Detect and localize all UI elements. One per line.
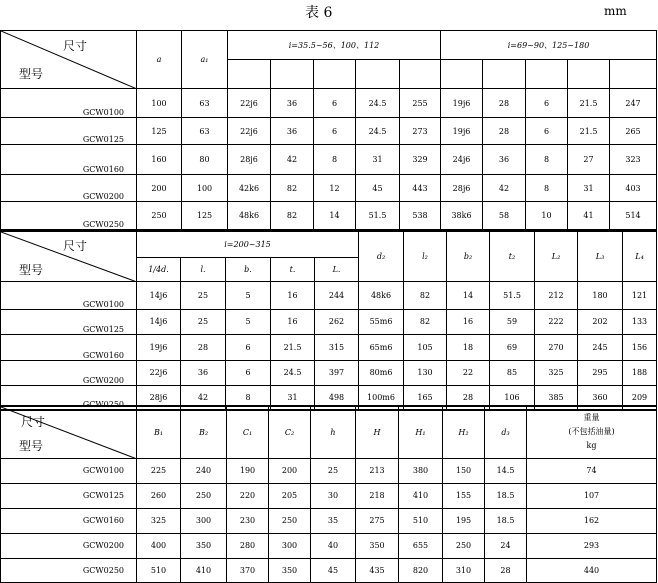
value-cell: 121 (623, 281, 657, 309)
model-cell: GCW0250 (1, 385, 137, 410)
value-cell: 65m6 (359, 334, 404, 360)
weight-line-2: (不包括油量) (568, 427, 615, 437)
value-cell: 22 (447, 360, 490, 385)
value-cell: 85 (490, 360, 535, 385)
model-label: 型号 (19, 439, 44, 453)
corner-header (1, 406, 137, 458)
value-cell: 31 (271, 385, 315, 410)
model-cell: GCW0100 (1, 458, 137, 483)
header-h: h (311, 406, 356, 458)
model-cell: GCW0160 (1, 145, 137, 175)
value-cell: 820 (399, 558, 443, 582)
value-cell: 82 (271, 175, 314, 202)
model-cell: GCW0200 (1, 533, 137, 558)
subheader-cell (314, 60, 356, 89)
subheader-cell (526, 60, 568, 89)
value-cell: 270 (535, 334, 578, 360)
subheader-cell (568, 60, 610, 89)
subheader-cell (271, 60, 314, 89)
value-cell: 370 (227, 558, 269, 582)
value-cell: 51.5 (490, 281, 535, 309)
subheader-3: b. (226, 257, 271, 281)
value-cell: 5 (226, 281, 271, 309)
value-cell: 24j6 (441, 145, 483, 175)
value-cell: 82 (271, 202, 314, 230)
value-cell: 6 (314, 89, 356, 118)
model-cell: GCW0250 (1, 202, 137, 230)
value-cell: 21.5 (568, 89, 610, 118)
subheader-cell (483, 60, 526, 89)
value-cell: 435 (356, 558, 399, 582)
value-cell: 14 (314, 202, 356, 230)
value-cell: 245 (578, 334, 623, 360)
subheader-2: l. (181, 257, 226, 281)
value-cell: 31 (568, 175, 610, 202)
value-cell: 38k6 (441, 202, 483, 230)
value-cell: 16 (271, 309, 315, 334)
value-cell: 160 (137, 145, 182, 175)
header-a1: a₁ (182, 31, 228, 89)
table-row (1, 118, 657, 145)
value-cell: 16 (447, 309, 490, 334)
table-row (1, 360, 657, 385)
value-cell: 28j6 (441, 175, 483, 202)
value-cell: 69 (490, 334, 535, 360)
value-cell: 30 (311, 483, 356, 508)
value-cell: 31 (356, 145, 400, 175)
subheader-1: 1/4d. (137, 257, 181, 281)
value-cell: 5 (226, 309, 271, 334)
value-cell: 36 (271, 89, 314, 118)
value-cell: 6 (526, 89, 568, 118)
value-cell: 8 (226, 385, 271, 410)
table-3-body (1, 458, 657, 582)
value-cell: 24.5 (356, 89, 400, 118)
subheader-5: L. (315, 257, 359, 281)
value-cell: 19j6 (441, 89, 483, 118)
value-cell: 8 (526, 175, 568, 202)
table-2 (0, 230, 657, 411)
value-cell: 212 (535, 281, 578, 309)
model-cell: GCW0200 (1, 360, 137, 385)
value-cell: 14j6 (137, 309, 181, 334)
header-L3: L₃ (578, 231, 623, 281)
value-cell: 28j6 (137, 385, 181, 410)
value-cell: 213 (356, 458, 399, 483)
value-cell: 150 (443, 458, 485, 483)
subheader-cell (610, 60, 657, 89)
value-cell: 35 (311, 508, 356, 533)
value-cell: 350 (269, 558, 311, 582)
header-group-2: i=69~90、125~180 (441, 31, 657, 60)
value-cell: 209 (623, 385, 657, 410)
subheader-cell (228, 60, 271, 89)
header-d2: d₂ (359, 231, 404, 281)
value-cell: 42k6 (228, 175, 271, 202)
header-H1: H₁ (399, 406, 443, 458)
title-bar (0, 2, 658, 24)
header-B2: B₂ (181, 406, 227, 458)
value-cell: 12 (314, 175, 356, 202)
value-cell: 48k6 (359, 281, 404, 309)
value-cell: 265 (610, 118, 657, 145)
value-cell: 360 (578, 385, 623, 410)
header-group-1: i=35.5~56、100、112 (228, 31, 441, 60)
header-b2: b₂ (447, 231, 490, 281)
value-cell: 400 (137, 533, 181, 558)
value-cell: 250 (443, 533, 485, 558)
model-label: 型号 (19, 263, 44, 277)
value-cell: 280 (227, 533, 269, 558)
weight-line-1: 重量 (583, 413, 600, 423)
value-cell: 165 (404, 385, 447, 410)
subheader-cell (400, 60, 441, 89)
table-row (1, 334, 657, 360)
value-cell: 6 (226, 360, 271, 385)
value-cell: 188 (623, 360, 657, 385)
header-H: H (356, 406, 399, 458)
value-cell: 82 (404, 281, 447, 309)
value-cell: 156 (623, 334, 657, 360)
value-cell: 22j6 (228, 118, 271, 145)
table-row (1, 89, 657, 118)
value-cell: 106 (490, 385, 535, 410)
value-cell: 100 (137, 89, 182, 118)
value-cell: 100 (182, 175, 228, 202)
value-cell: 28j6 (228, 145, 271, 175)
table-row (1, 175, 657, 202)
table-row (1, 309, 657, 334)
value-cell: 443 (400, 175, 441, 202)
value-cell: 514 (610, 202, 657, 230)
value-cell: 28 (483, 89, 526, 118)
value-cell: 6 (314, 118, 356, 145)
corner-header (1, 231, 137, 281)
subheader-cell (356, 60, 400, 89)
header-C1: C₁ (227, 406, 269, 458)
header-weight (527, 406, 657, 458)
value-cell: 105 (404, 334, 447, 360)
weight-line-3: kg (586, 441, 597, 451)
value-cell: 16 (271, 281, 315, 309)
table-row (1, 202, 657, 230)
value-cell: 14 (447, 281, 490, 309)
value-cell: 22j6 (228, 89, 271, 118)
table-row (1, 533, 657, 558)
value-cell: 80 (182, 145, 228, 175)
value-cell: 325 (137, 508, 181, 533)
value-cell: 385 (535, 385, 578, 410)
table-row (1, 458, 657, 483)
value-cell: 42 (483, 175, 526, 202)
value-cell: 195 (443, 508, 485, 533)
value-cell: 538 (400, 202, 441, 230)
value-cell: 59 (490, 309, 535, 334)
value-cell: 48k6 (228, 202, 271, 230)
value-cell: 36 (271, 118, 314, 145)
value-cell: 45 (356, 175, 400, 202)
value-cell: 25 (181, 309, 226, 334)
value-cell: 655 (399, 533, 443, 558)
model-cell: GCW0160 (1, 508, 137, 533)
value-cell: 18.5 (485, 508, 527, 533)
subheader-4: t. (271, 257, 315, 281)
value-cell: 273 (400, 118, 441, 145)
value-cell: 55m6 (359, 309, 404, 334)
header-group: i=200~315 (137, 231, 359, 257)
table-row (1, 281, 657, 309)
header-L4: L₄ (623, 231, 657, 281)
value-cell: 222 (535, 309, 578, 334)
header-C2: C₂ (269, 406, 311, 458)
value-cell: 190 (227, 458, 269, 483)
value-cell: 125 (137, 118, 182, 145)
value-cell: 36 (483, 145, 526, 175)
value-cell: 240 (181, 458, 227, 483)
value-cell: 323 (610, 145, 657, 175)
value-cell: 28 (485, 558, 527, 582)
value-cell: 58 (483, 202, 526, 230)
value-cell: 28 (447, 385, 490, 410)
value-cell: 10 (526, 202, 568, 230)
value-cell: 244 (315, 281, 359, 309)
model-cell: GCW0100 (1, 281, 137, 309)
value-cell: 350 (356, 533, 399, 558)
value-cell: 247 (610, 89, 657, 118)
model-cell: GCW0125 (1, 483, 137, 508)
value-cell: 205 (269, 483, 311, 508)
value-cell: 275 (356, 508, 399, 533)
table-1-body (1, 89, 657, 230)
value-cell: 36 (181, 360, 226, 385)
value-cell: 41 (568, 202, 610, 230)
value-cell: 310 (443, 558, 485, 582)
value-cell: 325 (535, 360, 578, 385)
value-cell: 130 (404, 360, 447, 385)
value-cell: 22j6 (137, 360, 181, 385)
model-cell: GCW0125 (1, 118, 137, 145)
value-cell: 200 (137, 175, 182, 202)
table-row (1, 145, 657, 175)
value-cell: 329 (400, 145, 441, 175)
value-cell: 21.5 (568, 118, 610, 145)
value-cell: 24.5 (271, 360, 315, 385)
table-row (1, 483, 657, 508)
value-cell: 293 (527, 533, 657, 558)
value-cell: 18.5 (485, 483, 527, 508)
value-cell: 498 (315, 385, 359, 410)
value-cell: 24 (485, 533, 527, 558)
size-label: 尺寸 (63, 39, 88, 53)
model-cell: GCW0160 (1, 334, 137, 360)
value-cell: 180 (578, 281, 623, 309)
value-cell: 100m6 (359, 385, 404, 410)
header-d3: d₃ (485, 406, 527, 458)
value-cell: 24.5 (356, 118, 400, 145)
header-H2: H₂ (443, 406, 485, 458)
subheader-cell (441, 60, 483, 89)
value-cell: 300 (181, 508, 227, 533)
table-1 (0, 30, 657, 231)
value-cell: 63 (182, 118, 228, 145)
model-label: 型号 (19, 67, 44, 81)
value-cell: 80m6 (359, 360, 404, 385)
value-cell: 250 (269, 508, 311, 533)
value-cell: 510 (399, 508, 443, 533)
unit-label: mm (604, 4, 627, 18)
value-cell: 133 (623, 309, 657, 334)
value-cell: 255 (400, 89, 441, 118)
value-cell: 8 (314, 145, 356, 175)
value-cell: 6 (526, 118, 568, 145)
value-cell: 403 (610, 175, 657, 202)
table-2-body (1, 281, 657, 410)
value-cell: 14j6 (137, 281, 181, 309)
value-cell: 107 (527, 483, 657, 508)
value-cell: 21.5 (271, 334, 315, 360)
value-cell: 155 (443, 483, 485, 508)
value-cell: 510 (137, 558, 181, 582)
value-cell: 42 (271, 145, 314, 175)
value-cell: 202 (578, 309, 623, 334)
model-cell: GCW0200 (1, 175, 137, 202)
value-cell: 28 (181, 334, 226, 360)
value-cell: 220 (227, 483, 269, 508)
value-cell: 6 (226, 334, 271, 360)
header-t2: t₂ (490, 231, 535, 281)
value-cell: 162 (527, 508, 657, 533)
corner-header (1, 31, 137, 89)
value-cell: 250 (181, 483, 227, 508)
value-cell: 230 (227, 508, 269, 533)
value-cell: 82 (404, 309, 447, 334)
value-cell: 74 (527, 458, 657, 483)
header-L2: L₂ (535, 231, 578, 281)
value-cell: 27 (568, 145, 610, 175)
value-cell: 350 (181, 533, 227, 558)
value-cell: 40 (311, 533, 356, 558)
value-cell: 125 (182, 202, 228, 230)
value-cell: 45 (311, 558, 356, 582)
value-cell: 315 (315, 334, 359, 360)
model-cell: GCW0250 (1, 558, 137, 582)
header-l2: l₂ (404, 231, 447, 281)
header-B1: B₁ (137, 406, 181, 458)
value-cell: 380 (399, 458, 443, 483)
value-cell: 295 (578, 360, 623, 385)
model-cell: GCW0100 (1, 89, 137, 118)
value-cell: 262 (315, 309, 359, 334)
value-cell: 63 (182, 89, 228, 118)
table-title: 表 6 (305, 5, 333, 21)
value-cell: 260 (137, 483, 181, 508)
value-cell: 440 (527, 558, 657, 582)
model-cell: GCW0125 (1, 309, 137, 334)
value-cell: 8 (526, 145, 568, 175)
value-cell: 25 (181, 281, 226, 309)
value-cell: 397 (315, 360, 359, 385)
value-cell: 200 (269, 458, 311, 483)
value-cell: 300 (269, 533, 311, 558)
value-cell: 410 (399, 483, 443, 508)
value-cell: 25 (311, 458, 356, 483)
value-cell: 225 (137, 458, 181, 483)
header-a: a (137, 31, 182, 89)
table-row (1, 558, 657, 582)
value-cell: 19j6 (137, 334, 181, 360)
value-cell: 51.5 (356, 202, 400, 230)
value-cell: 18 (447, 334, 490, 360)
table-3 (0, 405, 657, 583)
value-cell: 14.5 (485, 458, 527, 483)
value-cell: 42 (181, 385, 226, 410)
table-row (1, 508, 657, 533)
size-label: 尺寸 (63, 239, 88, 253)
value-cell: 28 (483, 118, 526, 145)
value-cell: 250 (137, 202, 182, 230)
value-cell: 19j6 (441, 118, 483, 145)
size-label: 尺寸 (21, 415, 46, 429)
value-cell: 410 (181, 558, 227, 582)
value-cell: 218 (356, 483, 399, 508)
